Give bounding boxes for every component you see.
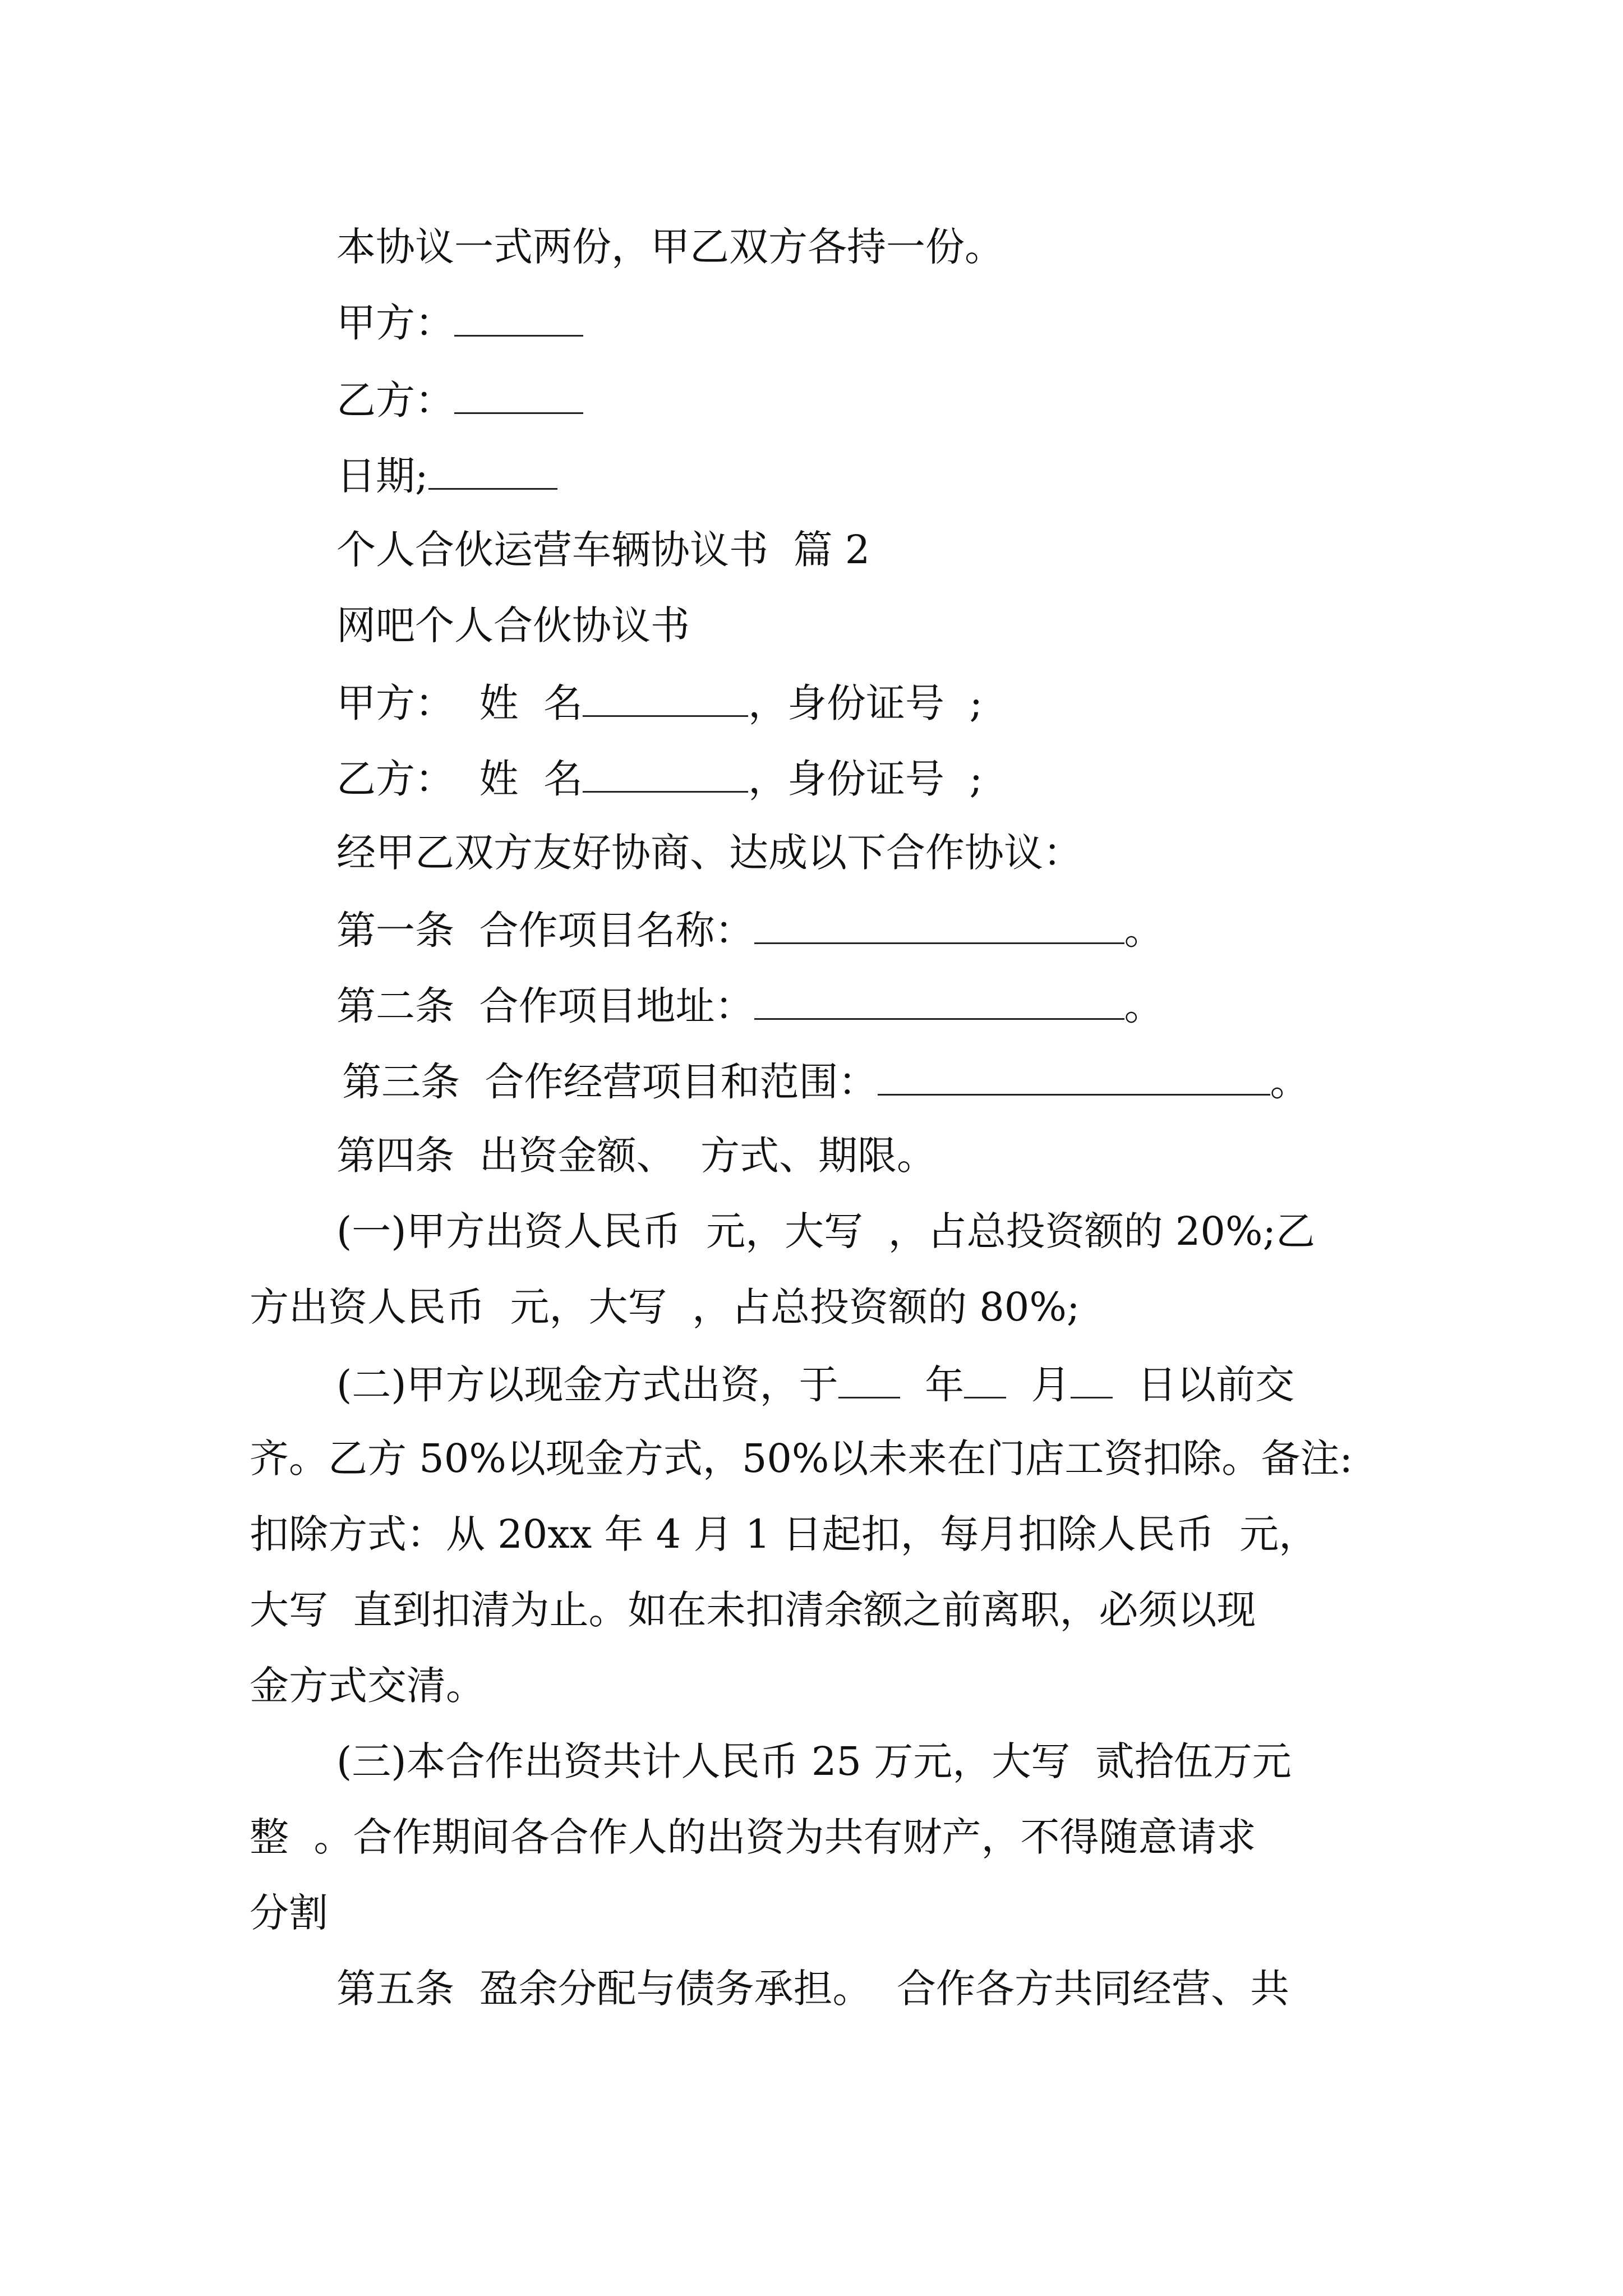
article-2-line: [336, 983, 1164, 1029]
text-line: 齐。乙方 50%以现金方式，50%以未来在门店工资扣除。备注:: [250, 1435, 1353, 1481]
blank-underline: [838, 1363, 900, 1398]
blank-underline: [754, 984, 1124, 1020]
blank-underline: [454, 301, 583, 337]
date-line: [336, 453, 557, 499]
article-3-line: [342, 1059, 1310, 1105]
blank-underline: [428, 454, 557, 490]
text-fragment: 甲方：: [336, 300, 454, 346]
agreement-title: 网吧个人合伙协议书: [336, 602, 690, 648]
section-title: 个人合伙运营车辆协议书 篇 2: [336, 527, 870, 573]
text-line: 整 。合作期间各合作人的出资为共有财产，不得随意请求: [250, 1814, 1256, 1860]
text-fragment: ，身份证号 ;: [748, 756, 983, 802]
article-1-line: [336, 907, 1164, 954]
text-line: 方出资人民币 元，大写 ，占总投资额的 80%;: [250, 1284, 1080, 1330]
blank-underline: [754, 909, 1124, 944]
party-b-sign-line: [336, 377, 583, 424]
text-fragment: 。: [1124, 907, 1164, 954]
text-fragment: (二)甲方以现金方式出资，于: [336, 1361, 838, 1408]
article-4-title: 第四条 出资金额、 方式、期限。: [336, 1133, 937, 1179]
text-fragment: 甲方： 姓 名: [336, 680, 583, 726]
text-fragment: 。: [1270, 1059, 1310, 1105]
text-line: 本协议一式两份，甲乙双方各持一份。: [336, 224, 1004, 270]
party-b-line: [336, 756, 983, 802]
text-fragment: 乙方： 姓 名: [336, 756, 583, 802]
party-a-line: [336, 680, 983, 726]
clause-2-line: [336, 1361, 1295, 1408]
text-line: (一)甲方出资人民币 元，大写 ，占总投资额的 20%;乙: [336, 1208, 1316, 1254]
blank-underline: [454, 379, 583, 414]
text-line: 扣除方式：从 20xx 年 4 月 1 日起扣，每月扣除人民币 元，: [250, 1511, 1318, 1557]
text-fragment: 年: [925, 1361, 965, 1408]
text-line: (三)本合作出资共计人民币 25 万元，大写 贰拾伍万元: [336, 1738, 1292, 1784]
text-line: 大写 直到扣清为止。如在未扣清余额之前离职，必须以现: [250, 1587, 1256, 1633]
blank-underline: [1071, 1363, 1113, 1398]
blank-underline: [583, 757, 748, 793]
text-line: 经甲乙双方友好协商、达成以下合作协议：: [336, 830, 1082, 876]
text-fragment: 日以前交: [1137, 1361, 1295, 1408]
text-fragment: ，身份证号 ;: [748, 680, 983, 726]
party-a-sign-line: [336, 300, 583, 346]
blank-underline: [878, 1060, 1270, 1096]
text-fragment: 乙方：: [336, 377, 454, 424]
text-fragment: 月: [1031, 1361, 1071, 1408]
text-line: 金方式交清。: [250, 1663, 485, 1709]
text-fragment: 第三条 合作经营项目和范围：: [342, 1059, 878, 1105]
text-line: 第五条 盈余分配与债务承担。 合作各方共同经营、共: [336, 1966, 1290, 2012]
text-line: 分割: [250, 1890, 328, 1936]
text-fragment: 第二条 合作项目地址：: [336, 983, 754, 1029]
text-fragment: 。: [1124, 983, 1164, 1029]
text-fragment: 第一条 合作项目名称：: [336, 907, 754, 954]
blank-underline: [583, 682, 748, 717]
blank-underline: [964, 1363, 1006, 1398]
text-fragment: 日期;: [336, 453, 428, 499]
